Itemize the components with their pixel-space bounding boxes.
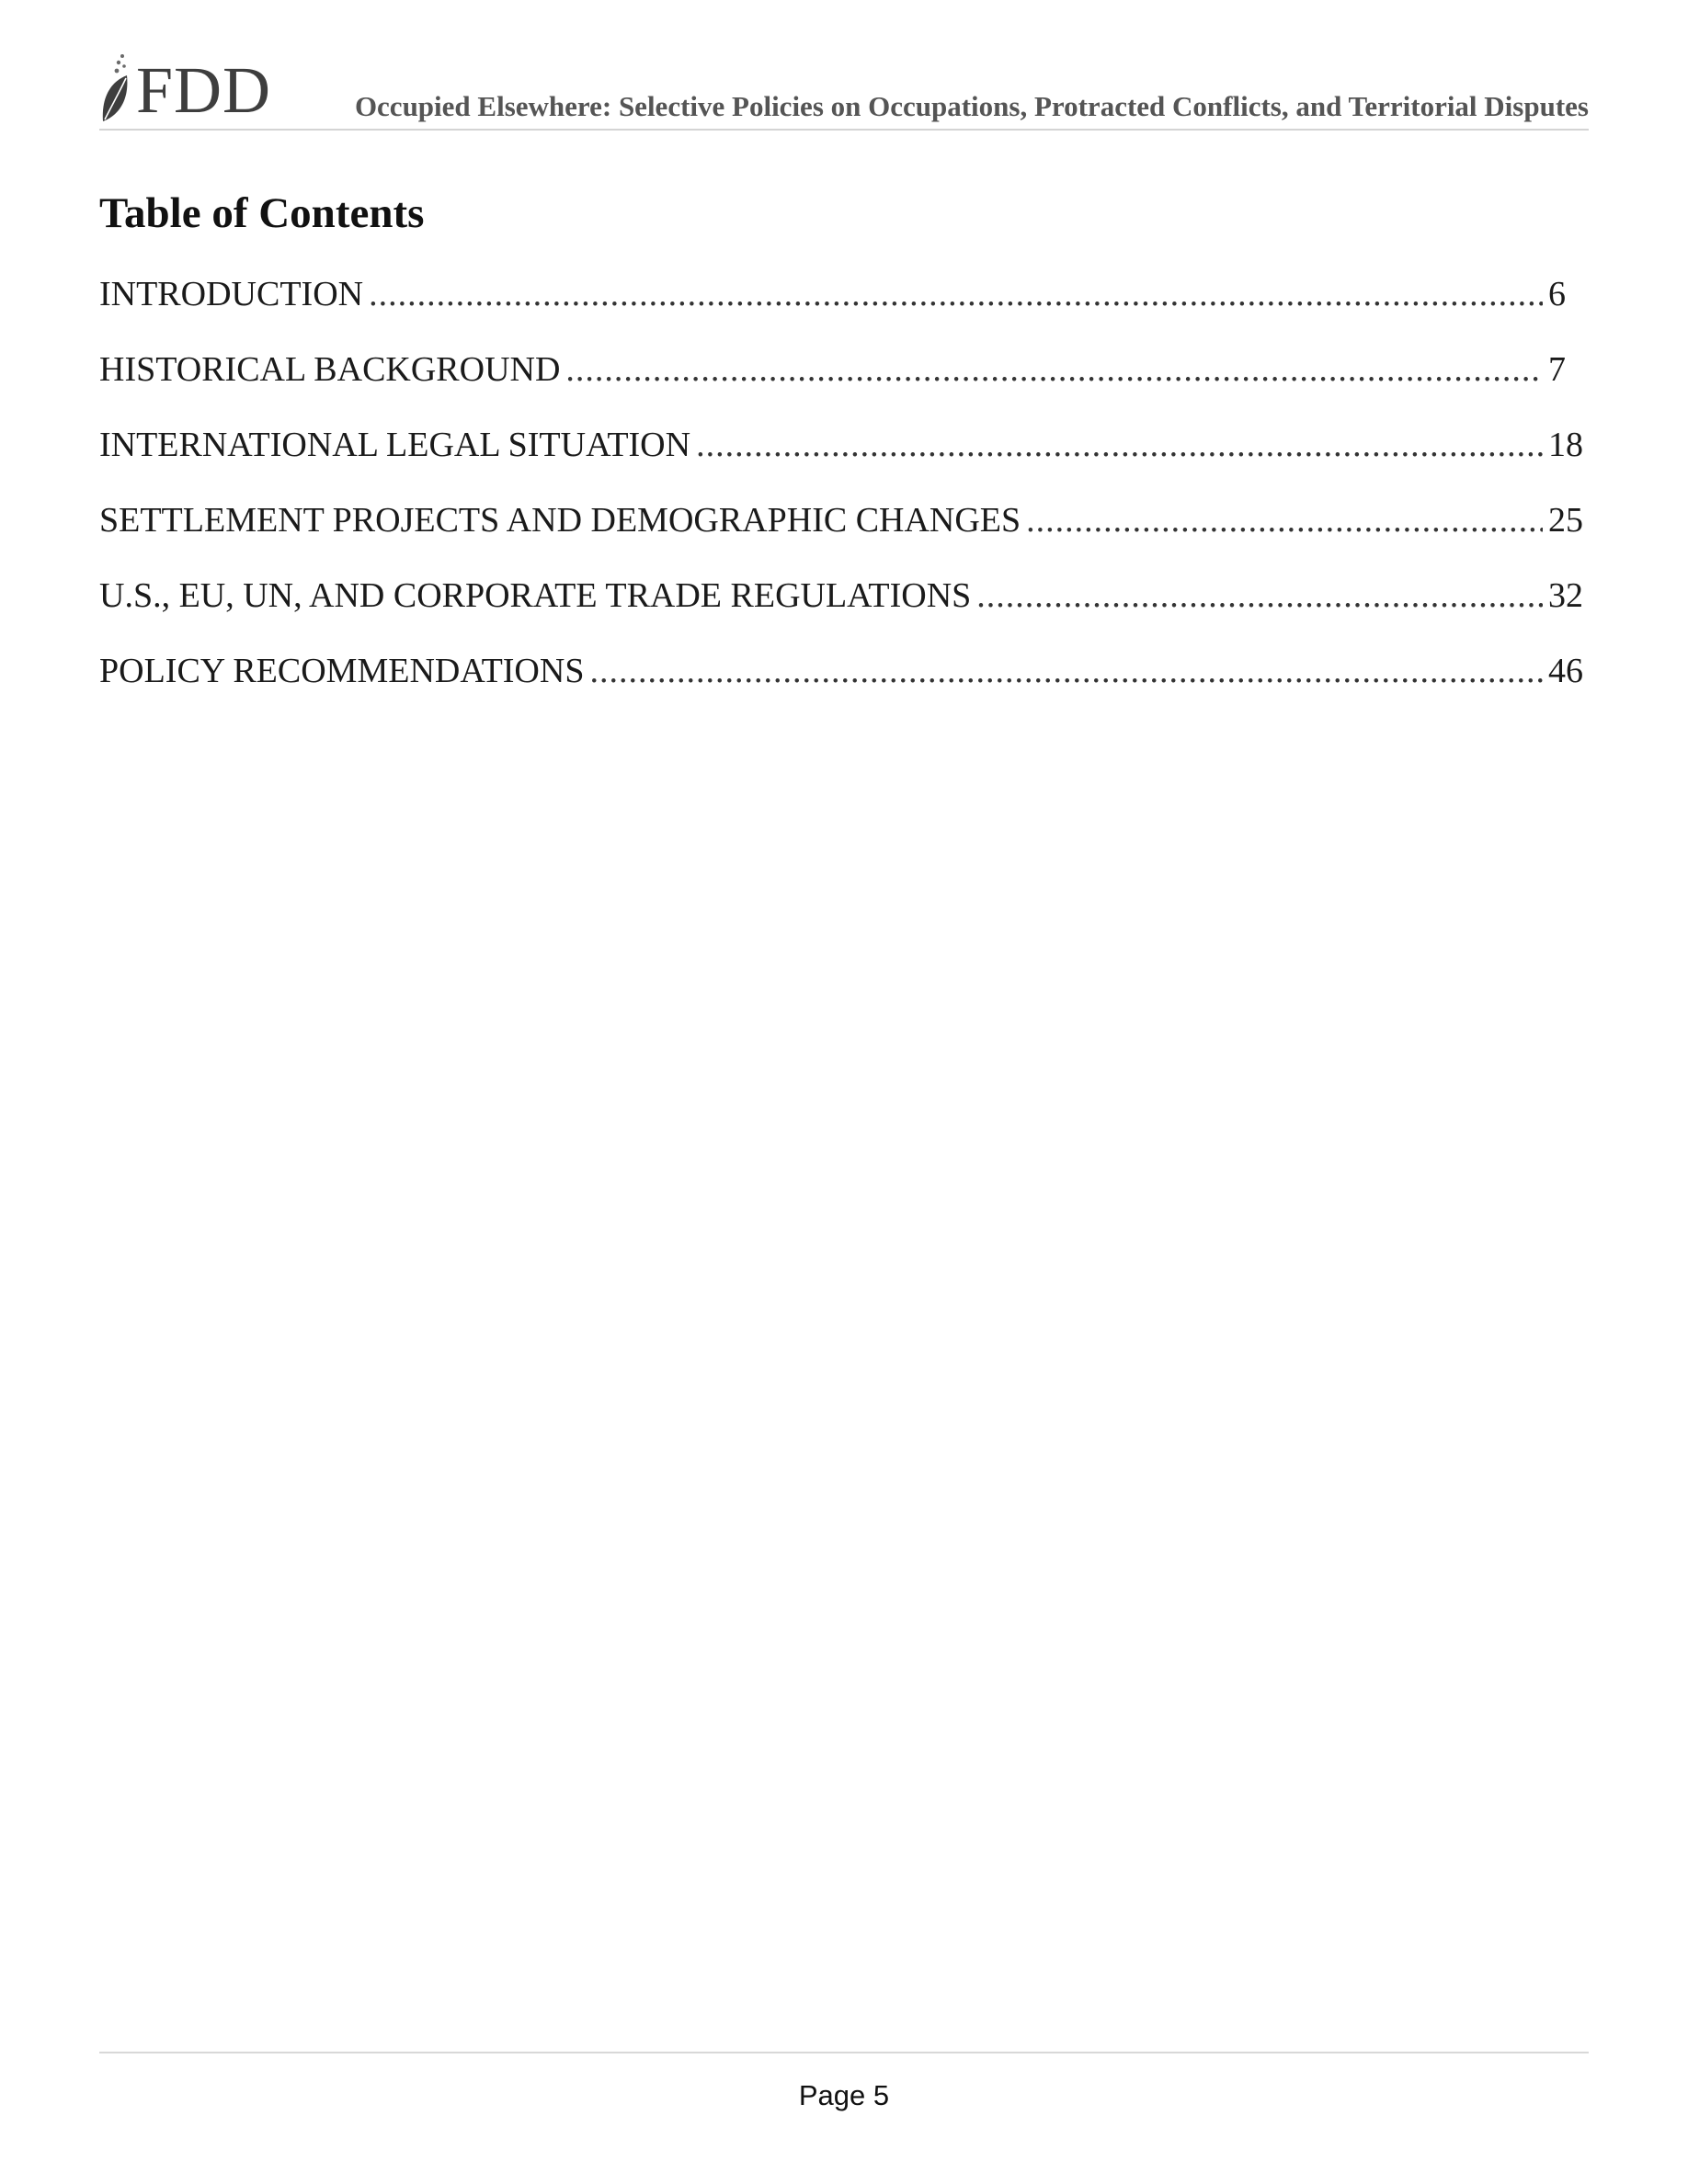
toc-entry-page: 18	[1548, 426, 1583, 464]
table-of-contents	[99, 268, 1585, 721]
toc-dot-leader	[696, 419, 1543, 471]
toc-heading: Table of Contents	[99, 189, 425, 237]
toc-entry-title: INTRODUCTION	[99, 275, 364, 313]
toc-entry-page: 6	[1548, 275, 1566, 313]
toc-entry-title: POLICY RECOMMENDATIONS	[99, 652, 585, 690]
toc-entry-policy-recommendations[interactable]	[99, 645, 1585, 721]
fdd-logo	[99, 51, 272, 127]
toc-entry-title: INTERNATIONAL LEGAL SITUATION	[99, 426, 691, 464]
logo-text: FDD	[136, 53, 272, 127]
page-number: Page 5	[798, 2079, 890, 2111]
toc-entry-trade-regulations[interactable]	[99, 570, 1585, 645]
toc-dot-leader	[565, 344, 1543, 395]
footer-divider	[99, 2052, 1589, 2053]
toc-entry-introduction[interactable]	[99, 268, 1585, 344]
toc-entry-page: 25	[1548, 501, 1583, 540]
toc-entry-page: 7	[1548, 350, 1566, 389]
toc-entry-title: HISTORICAL BACKGROUND	[99, 350, 561, 389]
toc-entry-international-legal-situation[interactable]	[99, 419, 1585, 495]
toc-entry-title: U.S., EU, UN, AND CORPORATE TRADE REGULATIONS	[99, 576, 972, 615]
toc-entry-settlement-projects[interactable]	[99, 495, 1585, 570]
toc-dot-leader	[1026, 495, 1543, 546]
toc-entry-historical-background[interactable]	[99, 344, 1585, 419]
page-header	[99, 48, 1589, 131]
toc-dot-leader	[369, 268, 1543, 320]
document-title: Occupied Elsewhere: Selective Policies on Occupations, Protracted Conflicts, and Territorial Disputes	[354, 90, 1589, 122]
toc-entry-page: 46	[1548, 652, 1583, 690]
toc-dot-leader	[976, 570, 1543, 621]
fdd-leaf-icon	[99, 53, 132, 123]
toc-entry-title: SETTLEMENT PROJECTS AND DEMOGRAPHIC CHANGES	[99, 501, 1021, 540]
toc-dot-leader	[589, 645, 1543, 697]
toc-entry-page: 32	[1548, 576, 1583, 615]
